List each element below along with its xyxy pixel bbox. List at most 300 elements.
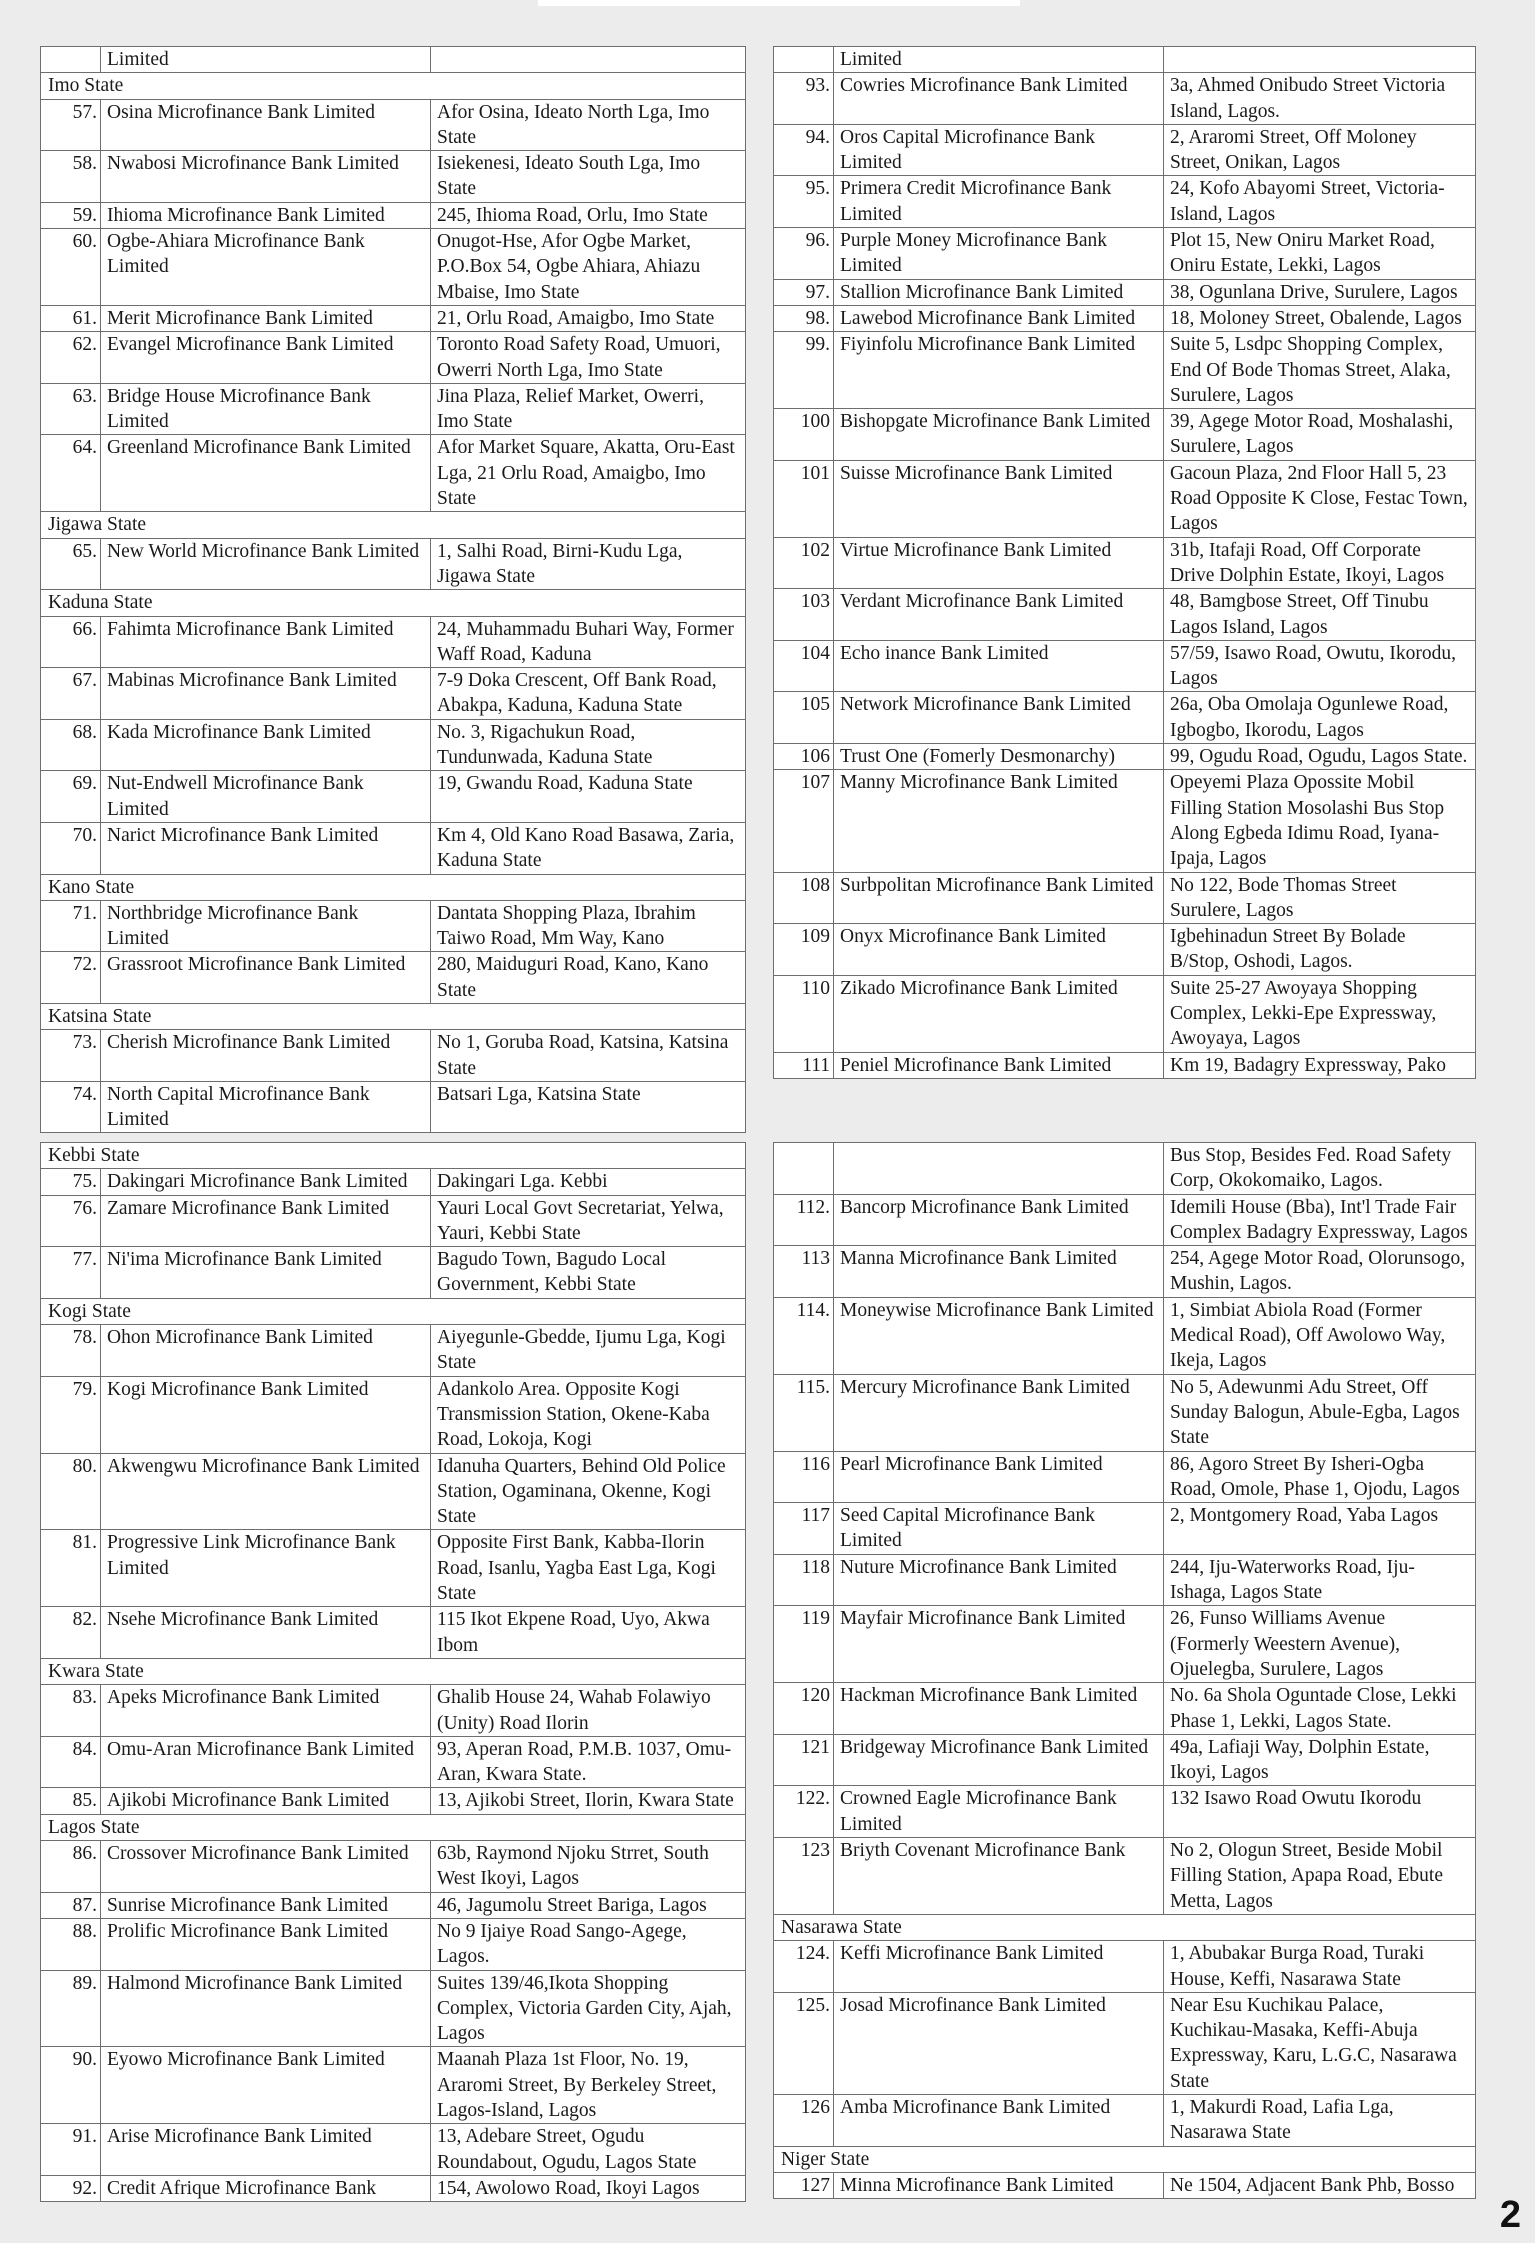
row-number: 110	[774, 975, 834, 1052]
bank-address: Opposite First Bank, Kabba-Ilorin Road, Isanlu, Yagba East Lga, Kogi State	[431, 1530, 746, 1607]
bank-address: 245, Ihioma Road, Orlu, Imo State	[431, 202, 746, 228]
bank-address: Batsari Lga, Katsina State	[431, 1081, 746, 1133]
table-row	[41, 1325, 746, 1377]
bank-address: 13, Ajikobi Street, Ilorin, Kwara State	[431, 1788, 746, 1814]
state-heading: Imo State	[41, 73, 746, 99]
bank-name: Eyowo Microfinance Bank Limited	[101, 2047, 431, 2124]
bank-name: Moneywise Microfinance Bank Limited	[834, 1297, 1164, 1374]
bank-name: Pearl Microfinance Bank Limited	[834, 1451, 1164, 1503]
bank-address: Afor Market Square, Akatta, Oru-East Lga, 21 Orlu Road, Amaigbo, Imo State	[431, 435, 746, 512]
bank-name: Nsehe Microfinance Bank Limited	[101, 1607, 431, 1659]
table-row	[41, 1970, 746, 2047]
bank-address: 21, Orlu Road, Amaigbo, Imo State	[431, 305, 746, 331]
bank-address: 46, Jagumolu Street Bariga, Lagos	[431, 1892, 746, 1918]
bank-name: Narict Microfinance Bank Limited	[101, 822, 431, 874]
table-row	[774, 2172, 1476, 2198]
row-number: 64.	[41, 435, 101, 512]
bank-name: Ihioma Microfinance Bank Limited	[101, 202, 431, 228]
table-row	[774, 124, 1476, 176]
row-number: 83.	[41, 1685, 101, 1737]
table-row	[41, 202, 746, 228]
row-number: 70.	[41, 822, 101, 874]
state-heading: Kebbi State	[41, 1143, 746, 1169]
bank-address: No. 3, Rigachukun Road, Tundunwada, Kaduna State	[431, 719, 746, 771]
bank-name: Trust One (Fomerly Desmonarchy)	[834, 744, 1164, 770]
bank-address: 19, Gwandu Road, Kaduna State	[431, 771, 746, 823]
bank-address: Igbehinadun Street By Bolade B/Stop, Oshodi, Lagos.	[1164, 924, 1476, 976]
bank-name: Surbpolitan Microfinance Bank Limited	[834, 872, 1164, 924]
table-row	[774, 872, 1476, 924]
bank-address: Adankolo Area. Opposite Kogi Transmission Station, Okene-Kaba Road, Lokoja, Kogi	[431, 1376, 746, 1453]
row-number: 91.	[41, 2124, 101, 2176]
row-number: 102	[774, 537, 834, 589]
row-number	[41, 47, 101, 73]
bank-address: 1, Simbiat Abiola Road (Former Medical Road), Off Awolowo Way, Ikeja, Lagos	[1164, 1297, 1476, 1374]
bank-name: Briyth Covenant Microfinance Bank	[834, 1838, 1164, 1915]
state-heading-row	[41, 1814, 746, 1840]
row-number: 122.	[774, 1786, 834, 1838]
bank-address: Dakingari Lga. Kebbi	[431, 1169, 746, 1195]
bank-name: Limited	[834, 47, 1164, 73]
row-number: 74.	[41, 1081, 101, 1133]
bank-address: 1, Abubakar Burga Road, Turaki House, Keffi, Nasarawa State	[1164, 1941, 1476, 1993]
bank-name: Mayfair Microfinance Bank Limited	[834, 1606, 1164, 1683]
bank-name: Purple Money Microfinance Bank Limited	[834, 228, 1164, 280]
row-number: 79.	[41, 1376, 101, 1453]
bank-name: Fiyinfolu Microfinance Bank Limited	[834, 332, 1164, 409]
bank-table-bottom-right	[773, 1142, 1476, 2199]
row-number: 101	[774, 460, 834, 537]
bank-address: 244, Iju-Waterworks Road, Iju-Ishaga, Lagos State	[1164, 1554, 1476, 1606]
row-number: 114.	[774, 1297, 834, 1374]
bank-address: 7-9 Doka Crescent, Off Bank Road, Abakpa, Kaduna, Kaduna State	[431, 668, 746, 720]
bank-address: 1, Salhi Road, Birni-Kudu Lga, Jigawa State	[431, 538, 746, 590]
table-row	[774, 640, 1476, 692]
state-heading-row	[41, 1658, 746, 1684]
table-row	[774, 1503, 1476, 1555]
table-row	[41, 2047, 746, 2124]
bank-address: 93, Aperan Road, P.M.B. 1037, Omu-Aran, Kwara State.	[431, 1736, 746, 1788]
panel-bottom-left	[40, 1142, 745, 2202]
table-row	[41, 1081, 746, 1133]
table-row	[41, 538, 746, 590]
bank-name: Cherish Microfinance Bank Limited	[101, 1030, 431, 1082]
bank-address: Ne 1504, Adjacent Bank Phb, Bosso	[1164, 2172, 1476, 2198]
bank-address: Idanuha Quarters, Behind Old Police Station, Ogaminana, Okenne, Kogi State	[431, 1453, 746, 1530]
bank-address: Km 4, Old Kano Road Basawa, Zaria, Kaduna State	[431, 822, 746, 874]
row-number	[774, 1143, 834, 1195]
table-row	[774, 47, 1476, 73]
row-number: 59.	[41, 202, 101, 228]
row-number: 112.	[774, 1194, 834, 1246]
table-row	[41, 616, 746, 668]
state-heading: Kano State	[41, 874, 746, 900]
table-row	[41, 47, 746, 73]
bank-name: Manna Microfinance Bank Limited	[834, 1246, 1164, 1298]
bank-address: Opeyemi Plaza Opossite Mobil Filling Station Mosolashi Bus Stop Along Egbeda Idimu Road, Iyana-Ipaja, Lagos	[1164, 770, 1476, 872]
state-heading-row	[774, 2146, 1476, 2172]
table-row	[774, 2094, 1476, 2146]
table-row	[774, 1194, 1476, 1246]
state-heading-row	[41, 73, 746, 99]
bank-address: Plot 15, New Oniru Market Road, Oniru Estate, Lekki, Lagos	[1164, 228, 1476, 280]
table-row	[41, 668, 746, 720]
table-row	[774, 1374, 1476, 1451]
table-row	[774, 589, 1476, 641]
table-row	[774, 409, 1476, 461]
bank-name: Halmond Microfinance Bank Limited	[101, 1970, 431, 2047]
bank-address: 26a, Oba Omolaja Ogunlewe Road, Igbogbo, Ikorodu, Lagos	[1164, 692, 1476, 744]
row-number: 81.	[41, 1530, 101, 1607]
row-number: 82.	[41, 1607, 101, 1659]
row-number: 90.	[41, 2047, 101, 2124]
bank-address: No 9 Ijaiye Road Sango-Agege, Lagos.	[431, 1918, 746, 1970]
bank-name: Seed Capital Microfinance Bank Limited	[834, 1503, 1164, 1555]
bank-address: Suites 139/46,Ikota Shopping Complex, Victoria Garden City, Ajah, Lagos	[431, 1970, 746, 2047]
panel-bottom-right	[773, 1142, 1475, 2199]
table-row	[41, 383, 746, 435]
bank-name: Evangel Microfinance Bank Limited	[101, 332, 431, 384]
bank-address: 24, Kofo Abayomi Street, Victoria-Island, Lagos	[1164, 176, 1476, 228]
bank-address: 63b, Raymond Njoku Strret, South West Ikoyi, Lagos	[431, 1841, 746, 1893]
table-row	[774, 744, 1476, 770]
row-number: 120	[774, 1683, 834, 1735]
table-row	[774, 332, 1476, 409]
bank-address: Yauri Local Govt Secretariat, Yelwa, Yauri, Kebbi State	[431, 1195, 746, 1247]
bank-address: 57/59, Isawo Road, Owutu, Ikorodu, Lagos	[1164, 640, 1476, 692]
row-number: 98.	[774, 305, 834, 331]
bank-address: 38, Ogunlana Drive, Surulere, Lagos	[1164, 279, 1476, 305]
bank-name: Echo inance Bank Limited	[834, 640, 1164, 692]
bank-name: New World Microfinance Bank Limited	[101, 538, 431, 590]
state-heading-row	[41, 874, 746, 900]
row-number: 80.	[41, 1453, 101, 1530]
panel-top-right	[773, 46, 1475, 1079]
table-row	[41, 332, 746, 384]
bank-name: Hackman Microfinance Bank Limited	[834, 1683, 1164, 1735]
bank-name: Arise Microfinance Bank Limited	[101, 2124, 431, 2176]
state-heading: Lagos State	[41, 1814, 746, 1840]
row-number: 76.	[41, 1195, 101, 1247]
bank-address: Suite 5, Lsdpc Shopping Complex, End Of Bode Thomas Street, Alaka, Surulere, Lagos	[1164, 332, 1476, 409]
top-strip	[538, 0, 1020, 6]
bank-name: Credit Afrique Microfinance Bank	[101, 2175, 431, 2201]
table-row	[774, 537, 1476, 589]
row-number: 87.	[41, 1892, 101, 1918]
bank-address: 280, Maiduguri Road, Kano, Kano State	[431, 952, 746, 1004]
bank-address: Dantata Shopping Plaza, Ibrahim Taiwo Road, Mm Way, Kano	[431, 900, 746, 952]
bank-name: Ogbe-Ahiara Microfinance Bank Limited	[101, 229, 431, 306]
table-row	[41, 1453, 746, 1530]
table-row	[774, 1554, 1476, 1606]
row-number: 63.	[41, 383, 101, 435]
table-row	[41, 771, 746, 823]
table-row	[41, 1169, 746, 1195]
bank-address: Toronto Road Safety Road, Umuori, Owerri North Lga, Imo State	[431, 332, 746, 384]
state-heading-row	[41, 512, 746, 538]
table-row	[774, 975, 1476, 1052]
bank-name: Cowries Microfinance Bank Limited	[834, 73, 1164, 125]
bank-name: Manny Microfinance Bank Limited	[834, 770, 1164, 872]
bank-name: Kada Microfinance Bank Limited	[101, 719, 431, 771]
bank-address: Jina Plaza, Relief Market, Owerri, Imo State	[431, 383, 746, 435]
table-row	[774, 73, 1476, 125]
bank-name: Prolific Microfinance Bank Limited	[101, 1918, 431, 1970]
row-number: 100	[774, 409, 834, 461]
state-heading: Kaduna State	[41, 590, 746, 616]
bank-address: Gacoun Plaza, 2nd Floor Hall 5, 23 Road Opposite K Close, Festac Town, Lagos	[1164, 460, 1476, 537]
bank-name: Ni'ima Microfinance Bank Limited	[101, 1247, 431, 1299]
row-number: 92.	[41, 2175, 101, 2201]
bank-address: No 2, Ologun Street, Beside Mobil Filling Station, Apapa Road, Ebute Metta, Lagos	[1164, 1838, 1476, 1915]
row-number: 69.	[41, 771, 101, 823]
row-number: 78.	[41, 1325, 101, 1377]
state-heading: Katsina State	[41, 1003, 746, 1029]
bank-name: Fahimta Microfinance Bank Limited	[101, 616, 431, 668]
table-row	[41, 1736, 746, 1788]
table-row	[774, 176, 1476, 228]
bank-address: 132 Isawo Road Owutu Ikorodu	[1164, 1786, 1476, 1838]
bank-address: Idemili House (Bba), Int'l Trade Fair Complex Badagry Expressway, Lagos	[1164, 1194, 1476, 1246]
state-heading: Niger State	[774, 2146, 1476, 2172]
table-row	[41, 1918, 746, 1970]
state-heading: Kwara State	[41, 1658, 746, 1684]
page-number: 2	[1499, 2194, 1521, 2236]
table-row	[41, 822, 746, 874]
row-number: 105	[774, 692, 834, 744]
bank-address	[1164, 47, 1476, 73]
table-row	[41, 1247, 746, 1299]
bank-name: Merit Microfinance Bank Limited	[101, 305, 431, 331]
bank-name: Mercury Microfinance Bank Limited	[834, 1374, 1164, 1451]
table-row	[774, 1451, 1476, 1503]
bank-address: Isiekenesi, Ideato South Lga, Imo State	[431, 151, 746, 203]
row-number: 121	[774, 1734, 834, 1786]
bank-name: Progressive Link Microfinance Bank Limited	[101, 1530, 431, 1607]
bank-name: Crowned Eagle Microfinance Bank Limited	[834, 1786, 1164, 1838]
bank-name: Akwengwu Microfinance Bank Limited	[101, 1453, 431, 1530]
bank-name: Ohon Microfinance Bank Limited	[101, 1325, 431, 1377]
bank-address: 39, Agege Motor Road, Moshalashi, Surulere, Lagos	[1164, 409, 1476, 461]
bank-name: Virtue Microfinance Bank Limited	[834, 537, 1164, 589]
bank-name: Josad Microfinance Bank Limited	[834, 1992, 1164, 2094]
table-row	[41, 151, 746, 203]
bank-name: Peniel Microfinance Bank Limited	[834, 1052, 1164, 1078]
bank-name: Dakingari Microfinance Bank Limited	[101, 1169, 431, 1195]
bank-address: Afor Osina, Ideato North Lga, Imo State	[431, 99, 746, 151]
bank-name: Primera Credit Microfinance Bank Limited	[834, 176, 1164, 228]
bank-address: No 122, Bode Thomas Street Surulere, Lagos	[1164, 872, 1476, 924]
row-number: 116	[774, 1451, 834, 1503]
bank-name: Omu-Aran Microfinance Bank Limited	[101, 1736, 431, 1788]
row-number: 62.	[41, 332, 101, 384]
bank-name: Suisse Microfinance Bank Limited	[834, 460, 1164, 537]
bank-table-bottom-left	[40, 1142, 746, 2202]
bank-address: 1, Makurdi Road, Lafia Lga, Nasarawa State	[1164, 2094, 1476, 2146]
row-number: 125.	[774, 1992, 834, 2094]
state-heading-row	[41, 1143, 746, 1169]
row-number: 77.	[41, 1247, 101, 1299]
row-number: 61.	[41, 305, 101, 331]
bank-address: 115 Ikot Ekpene Road, Uyo, Akwa Ibom	[431, 1607, 746, 1659]
bank-name: North Capital Microfinance Bank Limited	[101, 1081, 431, 1133]
bank-address: Near Esu Kuchikau Palace, Kuchikau-Masaka, Keffi-Abuja Expressway, Karu, L.G.C, Nasarawa State	[1164, 1992, 1476, 2094]
table-row	[41, 1030, 746, 1082]
bank-address: 31b, Itafaji Road, Off Corporate Drive Dolphin Estate, Ikoyi, Lagos	[1164, 537, 1476, 589]
row-number: 75.	[41, 1169, 101, 1195]
table-row	[774, 1052, 1476, 1078]
row-number: 86.	[41, 1841, 101, 1893]
table-row	[774, 1683, 1476, 1735]
bank-name: Ajikobi Microfinance Bank Limited	[101, 1788, 431, 1814]
bank-name: Amba Microfinance Bank Limited	[834, 2094, 1164, 2146]
state-heading-row	[41, 590, 746, 616]
table-row	[774, 1246, 1476, 1298]
bank-address: 2, Araromi Street, Off Moloney Street, Onikan, Lagos	[1164, 124, 1476, 176]
bank-table-top-right	[773, 46, 1476, 1079]
bank-name: Bridge House Microfinance Bank Limited	[101, 383, 431, 435]
table-row	[774, 1786, 1476, 1838]
row-number: 103	[774, 589, 834, 641]
bank-address: 24, Muhammadu Buhari Way, Former Waff Road, Kaduna	[431, 616, 746, 668]
row-number: 117	[774, 1503, 834, 1555]
table-row	[41, 1788, 746, 1814]
table-row	[41, 719, 746, 771]
row-number: 57.	[41, 99, 101, 151]
row-number: 67.	[41, 668, 101, 720]
row-number: 115.	[774, 1374, 834, 1451]
bank-address: Suite 25-27 Awoyaya Shopping Complex, Lekki-Epe Expressway, Awoyaya, Lagos	[1164, 975, 1476, 1052]
table-row	[41, 1685, 746, 1737]
bank-name: Nuture Microfinance Bank Limited	[834, 1554, 1164, 1606]
table-row	[774, 1606, 1476, 1683]
row-number: 106	[774, 744, 834, 770]
bank-name: Apeks Microfinance Bank Limited	[101, 1685, 431, 1737]
table-row	[774, 1838, 1476, 1915]
table-row	[774, 1941, 1476, 1993]
bank-address: No 1, Goruba Road, Katsina, Katsina State	[431, 1030, 746, 1082]
bank-address: 2, Montgomery Road, Yaba Lagos	[1164, 1503, 1476, 1555]
table-row	[41, 1195, 746, 1247]
row-number: 94.	[774, 124, 834, 176]
table-row	[41, 1841, 746, 1893]
row-number: 71.	[41, 900, 101, 952]
bank-name: Northbridge Microfinance Bank Limited	[101, 900, 431, 952]
bank-name: Mabinas Microfinance Bank Limited	[101, 668, 431, 720]
row-number: 68.	[41, 719, 101, 771]
row-number: 97.	[774, 279, 834, 305]
row-number: 119	[774, 1606, 834, 1683]
bank-name: Zikado Microfinance Bank Limited	[834, 975, 1164, 1052]
row-number: 60.	[41, 229, 101, 306]
bank-name: Osina Microfinance Bank Limited	[101, 99, 431, 151]
bank-name: Onyx Microfinance Bank Limited	[834, 924, 1164, 976]
table-row	[774, 228, 1476, 280]
table-row	[774, 1297, 1476, 1374]
bank-address: No. 6a Shola Oguntade Close, Lekki Phase 1, Lekki, Lagos State.	[1164, 1683, 1476, 1735]
row-number: 73.	[41, 1030, 101, 1082]
bank-name: Crossover Microfinance Bank Limited	[101, 1841, 431, 1893]
bank-name: Network Microfinance Bank Limited	[834, 692, 1164, 744]
row-number: 113	[774, 1246, 834, 1298]
row-number: 88.	[41, 1918, 101, 1970]
bank-name: Nut-Endwell Microfinance Bank Limited	[101, 771, 431, 823]
row-number: 72.	[41, 952, 101, 1004]
bank-address: Onugot-Hse, Afor Ogbe Market, P.O.Box 54, Ogbe Ahiara, Ahiazu Mbaise, Imo State	[431, 229, 746, 306]
table-row	[41, 435, 746, 512]
row-number	[774, 47, 834, 73]
bank-address: 18, Moloney Street, Obalende, Lagos	[1164, 305, 1476, 331]
state-heading-row	[41, 1298, 746, 1324]
row-number: 118	[774, 1554, 834, 1606]
table-row	[41, 305, 746, 331]
table-row	[774, 924, 1476, 976]
bank-address: Ghalib House 24, Wahab Folawiyo (Unity) Road Ilorin	[431, 1685, 746, 1737]
row-number: 107	[774, 770, 834, 872]
panel-top-left	[40, 46, 745, 1133]
bank-address: 3a, Ahmed Onibudo Street Victoria Island, Lagos.	[1164, 73, 1476, 125]
row-number: 127	[774, 2172, 834, 2198]
state-heading: Jigawa State	[41, 512, 746, 538]
table-row	[774, 692, 1476, 744]
table-row	[41, 229, 746, 306]
table-row	[41, 99, 746, 151]
row-number: 89.	[41, 1970, 101, 2047]
table-row	[774, 460, 1476, 537]
row-number: 99.	[774, 332, 834, 409]
bank-address: 99, Ogudu Road, Ogudu, Lagos State.	[1164, 744, 1476, 770]
row-number: 95.	[774, 176, 834, 228]
bank-address: Maanah Plaza 1st Floor, No. 19, Araromi Street, By Berkeley Street, Lagos-Island, Lagos	[431, 2047, 746, 2124]
row-number: 123	[774, 1838, 834, 1915]
table-row	[774, 1734, 1476, 1786]
bank-name: Zamare Microfinance Bank Limited	[101, 1195, 431, 1247]
bank-name: Kogi Microfinance Bank Limited	[101, 1376, 431, 1453]
table-row	[774, 279, 1476, 305]
bank-name: Minna Microfinance Bank Limited	[834, 2172, 1164, 2198]
row-number: 85.	[41, 1788, 101, 1814]
row-number: 109	[774, 924, 834, 976]
bank-address: Aiyegunle-Gbedde, Ijumu Lga, Kogi State	[431, 1325, 746, 1377]
bank-address: 154, Awolowo Road, Ikoyi Lagos	[431, 2175, 746, 2201]
bank-name: Keffi Microfinance Bank Limited	[834, 1941, 1164, 1993]
bank-address	[431, 47, 746, 73]
bank-address: Bus Stop, Besides Fed. Road Safety Corp, Okokomaiko, Lagos.	[1164, 1143, 1476, 1195]
table-row	[41, 2124, 746, 2176]
bank-name: Lawebod Microfinance Bank Limited	[834, 305, 1164, 331]
state-heading: Nasarawa State	[774, 1914, 1476, 1940]
row-number: 65.	[41, 538, 101, 590]
bank-address: 49a, Lafiaji Way, Dolphin Estate, Ikoyi, Lagos	[1164, 1734, 1476, 1786]
bank-name: Oros Capital Microfinance Bank Limited	[834, 124, 1164, 176]
bank-name: Sunrise Microfinance Bank Limited	[101, 1892, 431, 1918]
table-row	[41, 1376, 746, 1453]
bank-address: 13, Adebare Street, Ogudu Roundabout, Ogudu, Lagos State	[431, 2124, 746, 2176]
bank-name: Bridgeway Microfinance Bank Limited	[834, 1734, 1164, 1786]
row-number: 126	[774, 2094, 834, 2146]
bank-name: Bishopgate Microfinance Bank Limited	[834, 409, 1164, 461]
table-row	[774, 770, 1476, 872]
state-heading: Kogi State	[41, 1298, 746, 1324]
row-number: 93.	[774, 73, 834, 125]
table-row	[41, 952, 746, 1004]
bank-address: 48, Bamgbose Street, Off Tinubu Lagos Island, Lagos	[1164, 589, 1476, 641]
row-number: 84.	[41, 1736, 101, 1788]
table-row	[41, 1892, 746, 1918]
row-number: 111	[774, 1052, 834, 1078]
table-row	[41, 1607, 746, 1659]
bank-name: Limited	[101, 47, 431, 73]
